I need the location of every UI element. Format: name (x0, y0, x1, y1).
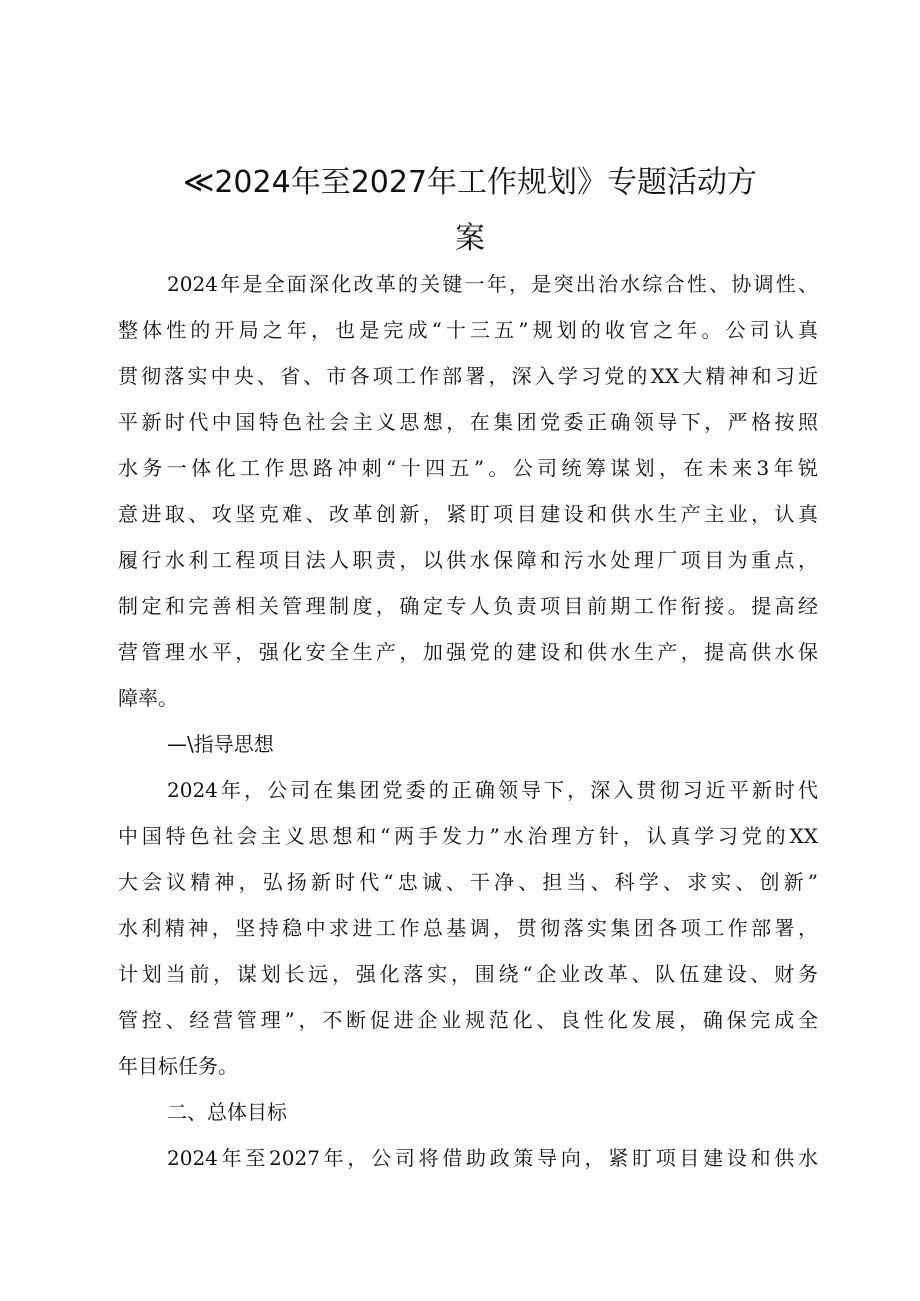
section1-line: 管控、经营管理”，不断促进企业规范化、良性化发展，确保完成全 (118, 1008, 818, 1032)
intro-line: 营管理水平，强化安全生产，加强党的建设和供水生产，提高供水保 (118, 640, 818, 664)
intro-line: 障率。 (118, 686, 178, 710)
intro-line: 2024年是全面深化改革的关键一年，是突出治水综合性、协调性、 (167, 272, 818, 296)
intro-line: 平新时代中国特色社会主义思想，在集团党委正确领导下，严格按照 (118, 410, 818, 434)
section1-line: 2024年，公司在集团党委的正确领导下，深入贯彻习近平新时代 (167, 778, 818, 802)
section1-line: 大会议精神，弘扬新时代“忠诚、干净、担当、科学、求实、创新” (118, 870, 818, 894)
document-title-line-2: 案 (455, 221, 485, 256)
section-heading-guiding-ideology: —\指导思想 (167, 732, 274, 756)
section1-line: 水利精神，坚持稳中求进工作总基调，贯彻落实集团各项工作部署， (118, 916, 818, 940)
section2-line: 2024年至2027年，公司将借助政策导向，紧盯项目建设和供水 (167, 1146, 818, 1170)
section-heading-overall-goals: 二、总体目标 (167, 1100, 287, 1124)
intro-line: 制定和完善相关管理制度，确定专人负责项目前期工作衔接。提高经 (118, 594, 818, 618)
intro-line: 意进取、攻坚克难、改革创新，紧盯项目建设和供水生产主业，认真 (118, 502, 818, 526)
section1-line: 计划当前，谋划长远，强化落实，围绕“企业改革、队伍建设、财务 (118, 962, 818, 986)
intro-line: 水务一体化工作思路冲刺“十四五”。公司统筹谋划，在未来3年锐 (118, 456, 818, 480)
document-title-line-1: ≪2024年至2027年工作规划》专题活动方 (182, 165, 758, 200)
section1-line: 年目标任务。 (118, 1054, 238, 1078)
intro-line: 履行水利工程项目法人职责，以供水保障和污水处理厂项目为重点， (118, 548, 818, 572)
intro-line: 整体性的开局之年，也是完成“十三五”规划的收官之年。公司认真 (118, 318, 818, 342)
intro-line: 贯彻落实中央、省、市各项工作部署，深入学习党的XX大精神和习近 (118, 364, 818, 388)
section1-line: 中国特色社会主义思想和“两手发力”水治理方针，认真学习党的XX (118, 824, 818, 848)
